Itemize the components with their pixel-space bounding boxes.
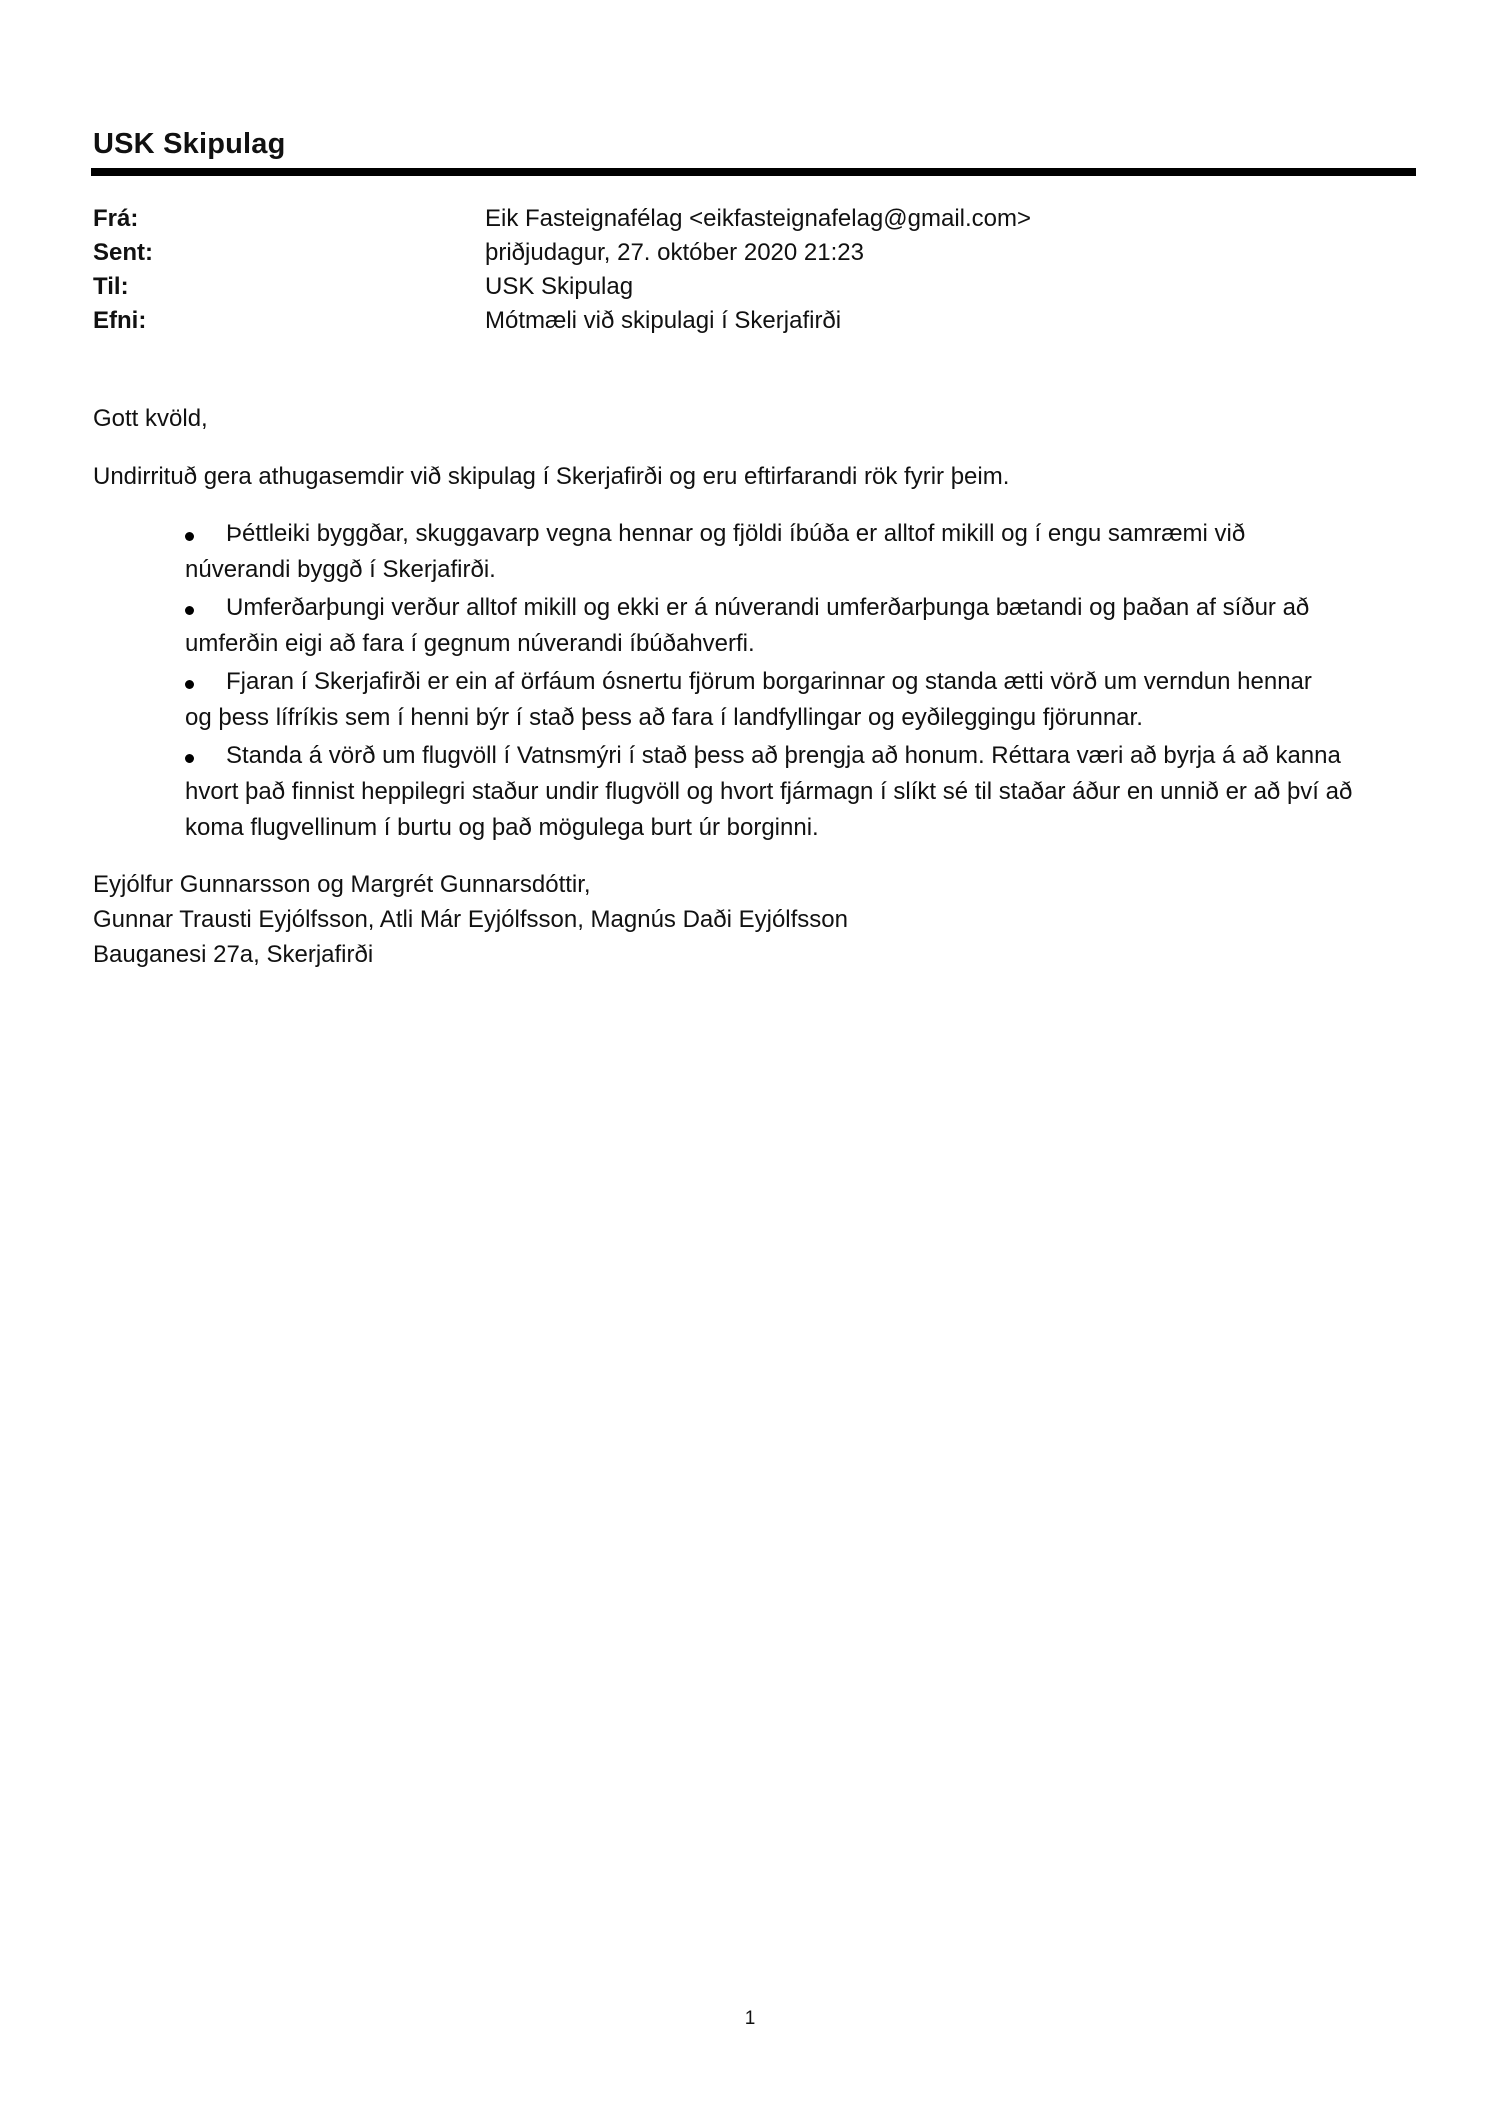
list-item-continuation: og þess lífríkis sem í henni býr í stað þess að fara í landfyllingar og eyðileggingu fjörunnar. bbox=[185, 704, 1143, 731]
list-item bbox=[185, 590, 1415, 662]
subject-value: Mótmæli við skipulagi í Skerjafirði bbox=[485, 307, 842, 334]
list-item-line: Standa á vörð um flugvöll í Vatnsmýri í stað þess að þrengja að honum. Réttara væri að byrja á að kanna bbox=[226, 742, 1341, 769]
list-item-line: Fjaran í Skerjafirði er ein af örfáum ósnertu fjörum borgarinnar og standa ætti vörð um verndun hennar bbox=[226, 668, 1312, 695]
page-number: 1 bbox=[744, 2008, 756, 2029]
sent-label: Sent: bbox=[93, 239, 153, 266]
header-row-to bbox=[93, 270, 1393, 304]
email-intro: Undirrituð gera athugasemdir við skipulag í Skerjafirði og eru eftirfarandi rök fyrir þeim. bbox=[93, 463, 1010, 490]
list-item-continuation: hvort það finnist heppilegri staður undir flugvöll og hvort fjármagn í slíkt sé til staðar áður en unnið er að því að koma flugvellinum í burtu og það mögulega burt úr borginni. bbox=[185, 778, 1353, 841]
subject-label: Efni: bbox=[93, 307, 147, 334]
from-value: Eik Fasteignafélag <eikfasteignafelag@gmail.com> bbox=[485, 205, 1031, 232]
signature-line-1: Eyjólfur Gunnarsson og Margrét Gunnarsdóttir, bbox=[93, 871, 591, 898]
list-item-line: Þéttleiki byggðar, skuggavarp vegna hennar og fjöldi íbúða er alltof mikill og í engu samræmi við bbox=[226, 520, 1246, 547]
email-greeting: Gott kvöld, bbox=[93, 405, 208, 432]
list-item bbox=[185, 664, 1415, 736]
bullet-icon bbox=[185, 532, 194, 541]
signature-line-2: Gunnar Trausti Eyjólfsson, Atli Már Eyjólfsson, Magnús Daði Eyjólfsson bbox=[93, 906, 848, 933]
sent-value: þriðjudagur, 27. október 2020 21:23 bbox=[485, 239, 864, 266]
header-row-subject bbox=[93, 304, 1393, 338]
title-divider bbox=[91, 168, 1416, 176]
bullet-icon bbox=[185, 680, 194, 689]
list-item-continuation: núverandi byggð í Skerjafirði. bbox=[185, 556, 496, 583]
list-item-line: Umferðarþungi verður alltof mikill og ekki er á núverandi umferðarþunga bætandi og þaðan af síður að bbox=[226, 594, 1310, 621]
objection-list bbox=[185, 516, 1415, 848]
from-label: Frá: bbox=[93, 205, 139, 232]
list-item-continuation: umferðin eigi að fara í gegnum núverandi íbúðahverfi. bbox=[185, 630, 755, 657]
header-row-sent bbox=[93, 236, 1393, 270]
email-header-fields bbox=[93, 202, 1393, 338]
email-signature bbox=[93, 867, 848, 972]
header-row-from bbox=[93, 202, 1393, 236]
bullet-icon bbox=[185, 606, 194, 615]
list-item bbox=[185, 516, 1415, 588]
mailbox-title: USK Skipulag bbox=[93, 128, 286, 160]
bullet-icon bbox=[185, 754, 194, 763]
list-item bbox=[185, 738, 1415, 846]
signature-line-3: Bauganesi 27a, Skerjafirði bbox=[93, 941, 374, 968]
to-value: USK Skipulag bbox=[485, 273, 634, 300]
to-label: Til: bbox=[93, 273, 129, 300]
